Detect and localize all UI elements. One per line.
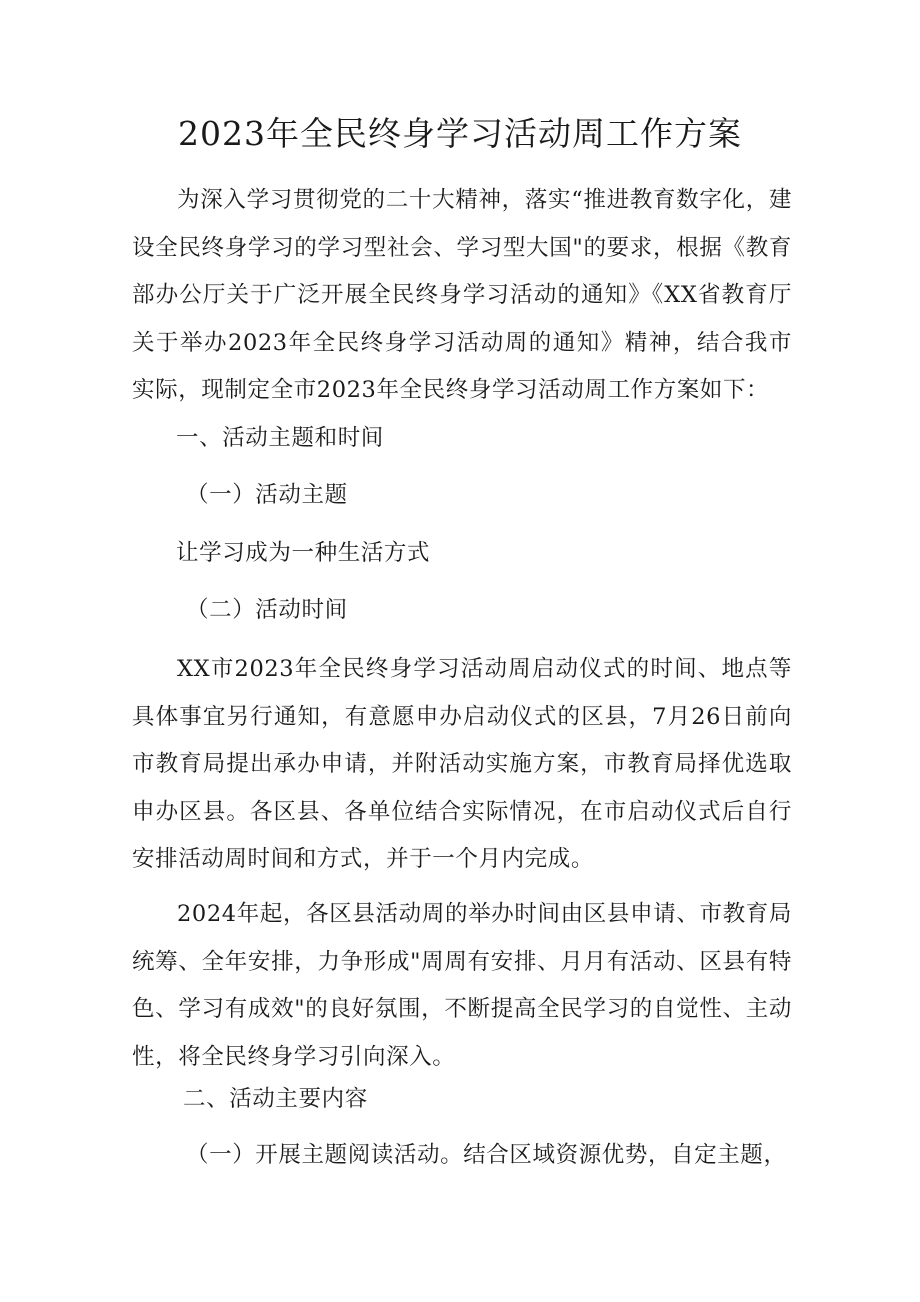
activity-theme-text: 让学习成为一种生活方式 bbox=[176, 540, 431, 566]
reading-activity-text: （一）开展主题阅读活动。结合区域资源优势，自定主题， bbox=[186, 1142, 787, 1168]
intro-paragraph: 为深入学习贯彻党的二十大精神，落实“推进教育数字化，建设全民终身学习的学习型社会、学习型大国"的要求，根据《教育部办公厅关于广泛开展全民终身学习活动的通知》《XX省教育厅关于举办2023年全民终身学习活动周的通知》精神，结合我市实际，现制定全市2023年全民终身学习活动周工作方案如下： bbox=[132, 187, 792, 403]
section-heading-2: 二、活动主要内容 bbox=[183, 1086, 368, 1112]
subsection-heading-theme: （一）活动主题 bbox=[186, 482, 348, 508]
activity-time-paragraph-1: XX市2023年全民终身学习活动周启动仪式的时间、地点等具体事宜另行通知，有意愿申办启动仪式的区县，7月26日前向市教育局提出承办申请，并附活动实施方案，市教育局择优选取申办区县。各区县、各单位结合实际情况，在市启动仪式后自行安排活动周时间和方式，并于一个月内完成。 bbox=[132, 656, 792, 872]
activity-time-paragraph-2: 2024年起，各区县活动周的举办时间由区县申请、市教育局统筹、全年安排，力争形成"周周有安排、月月有活动、区县有特色、学习有成效"的良好氛围，不断提高全民学习的自觉性、主动性，将全民终身学习引向深入。 bbox=[132, 901, 792, 1070]
document-title: 2023年全民终身学习活动周工作方案 bbox=[178, 114, 742, 153]
section-heading-1: 一、活动主题和时间 bbox=[176, 425, 384, 451]
subsection-heading-time: （二）活动时间 bbox=[186, 597, 348, 623]
